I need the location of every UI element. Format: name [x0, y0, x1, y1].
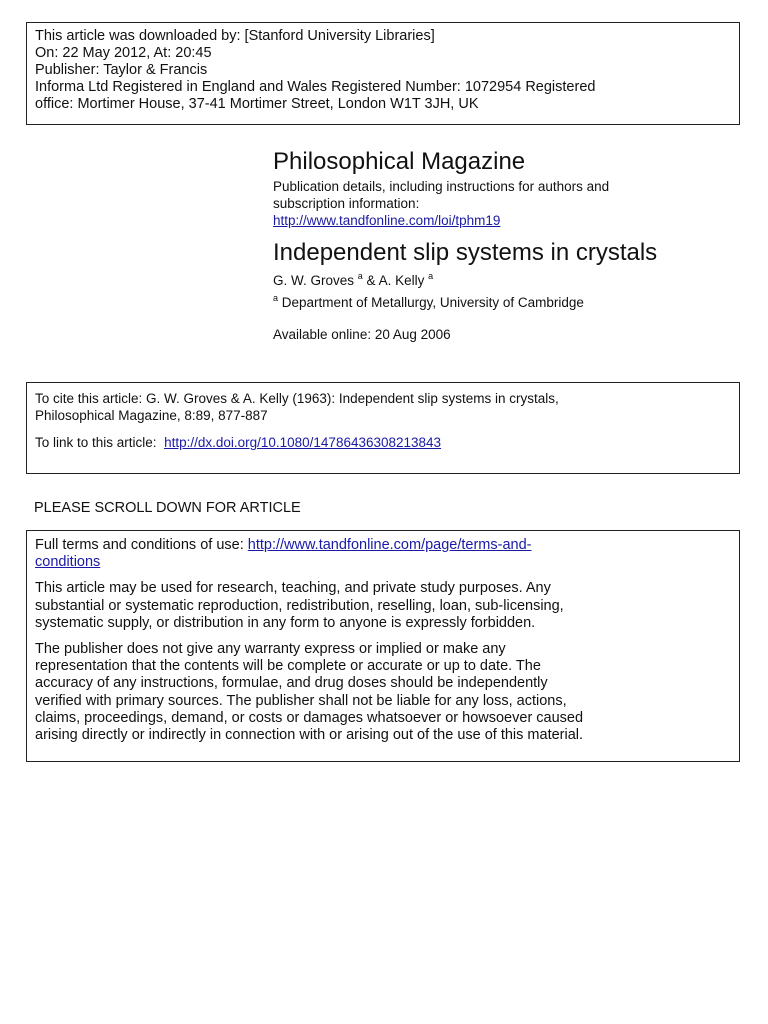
affiliation-mark: a	[357, 271, 363, 281]
department: Department of Metallurgy, University of Cambridge	[281, 295, 584, 310]
terms-box	[26, 530, 740, 762]
details-line-1: Publication details, including instructions for authors and	[273, 179, 610, 194]
authors	[273, 272, 743, 289]
author-separator: &	[362, 273, 379, 288]
publisher: Publisher: Taylor & Francis	[35, 62, 208, 78]
citation-box	[26, 382, 740, 474]
author-kelly: A. Kelly	[378, 273, 425, 288]
terms-label: Full terms and conditions of use:	[35, 537, 244, 553]
download-date: On: 22 May 2012, At: 20:45	[35, 45, 212, 61]
link-label: To link to this article:	[35, 435, 157, 450]
usage-line-1: This article may be used for research, teaching, and private study purposes. Any	[35, 580, 551, 597]
cite-line-1: To cite this article: G. W. Groves & A. Kelly (1963): Independent slip systems in crystals,	[35, 391, 559, 406]
terms-url-link[interactable]: http://www.tandfonline.com/page/terms-and-	[247, 537, 532, 553]
scroll-notice: PLEASE SCROLL DOWN FOR ARTICLE	[34, 500, 301, 516]
usage-line-2: substantial or systematic reproduction, redistribution, reselling, loan, sub-licensing,	[35, 597, 564, 614]
details-line-2: subscription information:	[273, 196, 420, 211]
usage-line-3: systematic supply, or distribution in any form to anyone is expressly forbidden.	[35, 614, 536, 631]
registration-line-2: office: Mortimer House, 37-41 Mortimer Street, London W1T 3JH, UK	[35, 96, 479, 112]
link-row	[35, 434, 731, 451]
disclaimer-paragraph	[35, 641, 731, 744]
disclaimer-line-6: arising directly or indirectly in connection with or arising out of the use of this material.	[35, 727, 584, 744]
disclaimer-line-5: claims, proceedings, demand, or costs or damages whatsoever or howsoever caused	[35, 709, 584, 726]
publication-details	[273, 178, 743, 229]
journal-name: Philosophical Magazine	[273, 148, 526, 175]
terms-url-link-cont[interactable]: conditions	[35, 554, 101, 571]
cite-line-2: Philosophical Magazine, 8:89, 877-887	[35, 408, 268, 423]
downloaded-by: This article was downloaded by: [Stanford University Libraries]	[35, 28, 435, 44]
affiliation-mark: a	[273, 293, 279, 303]
journal-url-link[interactable]: http://www.tandfonline.com/loi/tphm19	[273, 213, 501, 228]
doi-link[interactable]: http://dx.doi.org/10.1080/14786436308213843	[164, 435, 442, 450]
available-online: Available online: 20 Aug 2006	[273, 327, 451, 342]
disclaimer-line-2: representation that the contents will be complete or accurate or up to date. The	[35, 658, 541, 675]
download-info-box	[26, 22, 740, 125]
registration-line-1: Informa Ltd Registered in England and Wales Registered Number: 1072954 Registered	[35, 79, 596, 95]
usage-paragraph	[35, 580, 731, 632]
disclaimer-line-1: The publisher does not give any warranty express or implied or make any	[35, 641, 506, 658]
disclaimer-line-3: accuracy of any instructions, formulae, and drug doses should be independently	[35, 675, 548, 692]
terms-line	[35, 537, 731, 554]
disclaimer-line-4: verified with primary sources. The publisher shall not be liable for any loss, actions,	[35, 692, 567, 709]
affiliation-mark: a	[428, 271, 434, 281]
affiliation	[273, 294, 743, 311]
article-title: Independent slip systems in crystals	[273, 239, 658, 266]
author-groves: G. W. Groves	[273, 273, 355, 288]
